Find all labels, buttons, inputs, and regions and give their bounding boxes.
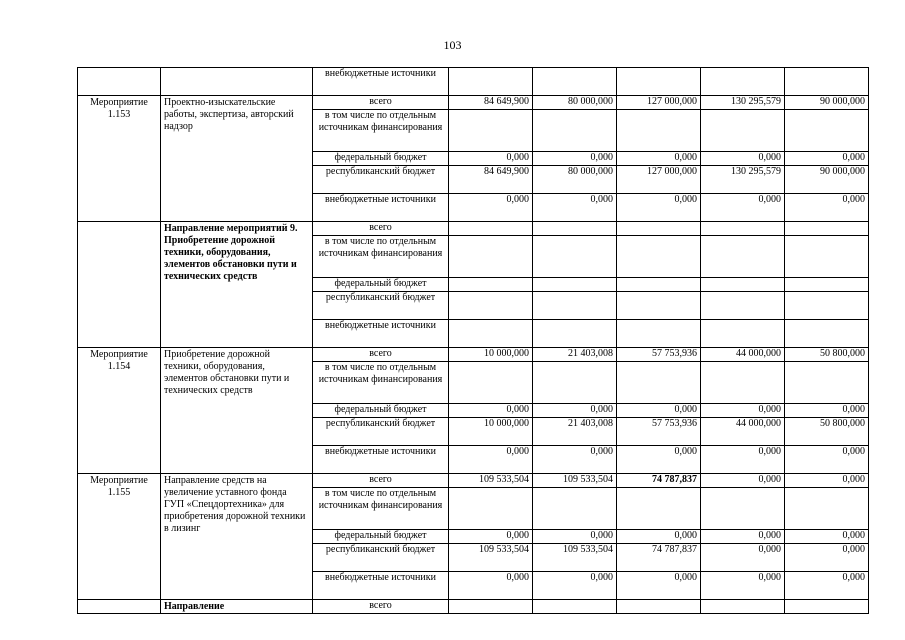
activity-code-cell: Мероприятие 1.155 [78, 474, 161, 600]
funding-source-cell: федеральный бюджет [313, 530, 449, 544]
amount-cell [785, 236, 869, 278]
table-row [78, 348, 869, 362]
amount-cell: 0,000 [449, 404, 533, 418]
amount-cell: 0,000 [701, 404, 785, 418]
activity-name-cell: Приобретение дорожной техники, оборудования, элементов обстановки пути и технических средств [161, 348, 313, 474]
amount-cell [701, 222, 785, 236]
amount-cell: 109 533,504 [533, 474, 617, 488]
amount-cell: 0,000 [785, 446, 869, 474]
amount-cell: 0,000 [785, 530, 869, 544]
amount-cell: 10 000,000 [449, 418, 533, 446]
amount-cell: 21 403,008 [533, 348, 617, 362]
amount-cell [533, 278, 617, 292]
page-number: 103 [443, 38, 462, 52]
funding-source-cell: федеральный бюджет [313, 278, 449, 292]
amount-cell [617, 222, 701, 236]
table-row [78, 96, 869, 110]
amount-cell: 0,000 [533, 404, 617, 418]
amount-cell: 109 533,504 [449, 544, 533, 572]
amount-cell [701, 362, 785, 404]
activity-name-cell: Проектно-изыскательские работы, экспертиза, авторский надзор [161, 96, 313, 222]
amount-cell [617, 488, 701, 530]
activity-code-cell [78, 600, 161, 614]
activity-name-cell: Направление [161, 600, 313, 614]
table-body [78, 68, 869, 614]
amount-cell: 80 000,000 [533, 166, 617, 194]
amount-cell [701, 488, 785, 530]
amount-cell [701, 600, 785, 614]
amount-cell: 50 800,000 [785, 348, 869, 362]
amount-cell: 10 000,000 [449, 348, 533, 362]
amount-cell: 50 800,000 [785, 418, 869, 446]
funding-source-cell: всего [313, 348, 449, 362]
amount-cell [449, 110, 533, 152]
amount-cell [533, 222, 617, 236]
amount-cell: 0,000 [533, 152, 617, 166]
amount-cell: 0,000 [617, 446, 701, 474]
amount-cell: 0,000 [533, 572, 617, 600]
amount-cell: 90 000,000 [785, 96, 869, 110]
amount-cell [617, 600, 701, 614]
financing-table [77, 67, 869, 614]
funding-source-cell: республиканский бюджет [313, 292, 449, 320]
funding-source-cell: в том числе по отдельным источникам финансирования [313, 110, 449, 152]
table-row [78, 474, 869, 488]
amount-cell [617, 278, 701, 292]
funding-source-cell: всего [313, 474, 449, 488]
amount-cell: 0,000 [449, 530, 533, 544]
activity-name-cell: Направление средств на увеличение уставного фонда ГУП «Спецдортехника» для приобретения дорожной техники в лизинг [161, 474, 313, 600]
amount-cell: 44 000,000 [701, 348, 785, 362]
amount-cell: 0,000 [449, 572, 533, 600]
table-row [78, 600, 869, 614]
funding-source-cell: внебюджетные источники [313, 194, 449, 222]
table-row [78, 222, 869, 236]
amount-cell [701, 236, 785, 278]
amount-cell [449, 236, 533, 278]
amount-cell: 0,000 [785, 404, 869, 418]
amount-cell: 0,000 [533, 446, 617, 474]
amount-cell: 0,000 [701, 152, 785, 166]
amount-cell: 127 000,000 [617, 96, 701, 110]
amount-cell [533, 320, 617, 348]
amount-cell [785, 68, 869, 96]
table-row [78, 68, 869, 96]
amount-cell: 0,000 [785, 544, 869, 572]
amount-cell [785, 278, 869, 292]
amount-cell: 0,000 [701, 530, 785, 544]
amount-cell [533, 362, 617, 404]
amount-cell: 0,000 [785, 194, 869, 222]
amount-cell: 0,000 [701, 544, 785, 572]
amount-cell [785, 600, 869, 614]
funding-source-cell: в том числе по отдельным источникам финансирования [313, 362, 449, 404]
amount-cell [701, 278, 785, 292]
amount-cell: 0,000 [701, 474, 785, 488]
amount-cell: 80 000,000 [533, 96, 617, 110]
activity-code-cell [78, 222, 161, 348]
amount-cell: 90 000,000 [785, 166, 869, 194]
funding-source-cell: республиканский бюджет [313, 418, 449, 446]
amount-cell: 84 649,900 [449, 166, 533, 194]
amount-cell [449, 292, 533, 320]
amount-cell [785, 292, 869, 320]
amount-cell: 0,000 [701, 194, 785, 222]
funding-source-cell: федеральный бюджет [313, 152, 449, 166]
amount-cell: 0,000 [533, 530, 617, 544]
amount-cell: 130 295,579 [701, 96, 785, 110]
amount-cell: 84 649,900 [449, 96, 533, 110]
amount-cell: 57 753,936 [617, 348, 701, 362]
funding-source-cell: всего [313, 222, 449, 236]
funding-source-cell: внебюджетные источники [313, 320, 449, 348]
amount-cell [785, 320, 869, 348]
amount-cell: 0,000 [701, 446, 785, 474]
activity-name-cell: Направление мероприятий 9. Приобретение дорожной техники, оборудования, элементов обстановки пути и технических средств [161, 222, 313, 348]
amount-cell: 0,000 [785, 152, 869, 166]
amount-cell: 0,000 [701, 572, 785, 600]
amount-cell: 74 787,837 [617, 474, 701, 488]
amount-cell: 0,000 [785, 474, 869, 488]
funding-source-cell: в том числе по отдельным источникам финансирования [313, 488, 449, 530]
amount-cell [533, 292, 617, 320]
amount-cell: 0,000 [785, 572, 869, 600]
amount-cell [617, 68, 701, 96]
activity-code-cell: Мероприятие 1.153 [78, 96, 161, 222]
amount-cell [449, 68, 533, 96]
amount-cell [533, 488, 617, 530]
amount-cell: 0,000 [617, 194, 701, 222]
amount-cell [617, 362, 701, 404]
funding-source-cell: всего [313, 96, 449, 110]
amount-cell: 130 295,579 [701, 166, 785, 194]
funding-source-cell: федеральный бюджет [313, 404, 449, 418]
funding-source-cell: внебюджетные источники [313, 446, 449, 474]
amount-cell: 74 787,837 [617, 544, 701, 572]
amount-cell [785, 362, 869, 404]
funding-source-cell: в том числе по отдельным источникам финансирования [313, 236, 449, 278]
funding-source-cell: внебюджетные источники [313, 572, 449, 600]
amount-cell: 57 753,936 [617, 418, 701, 446]
funding-source-cell: республиканский бюджет [313, 166, 449, 194]
amount-cell [449, 600, 533, 614]
funding-source-cell: внебюджетные источники [313, 68, 449, 96]
funding-source-cell: республиканский бюджет [313, 544, 449, 572]
amount-cell: 127 000,000 [617, 166, 701, 194]
amount-cell: 0,000 [617, 530, 701, 544]
amount-cell [533, 68, 617, 96]
funding-source-cell: всего [313, 600, 449, 614]
amount-cell: 0,000 [449, 446, 533, 474]
amount-cell [785, 488, 869, 530]
activity-name-cell [161, 68, 313, 96]
amount-cell: 0,000 [449, 152, 533, 166]
amount-cell [701, 320, 785, 348]
amount-cell [449, 222, 533, 236]
amount-cell: 109 533,504 [449, 474, 533, 488]
activity-code-cell: Мероприятие 1.154 [78, 348, 161, 474]
amount-cell [617, 236, 701, 278]
amount-cell: 21 403,008 [533, 418, 617, 446]
amount-cell [701, 292, 785, 320]
amount-cell: 0,000 [617, 404, 701, 418]
amount-cell: 44 000,000 [701, 418, 785, 446]
amount-cell: 109 533,504 [533, 544, 617, 572]
amount-cell [449, 320, 533, 348]
amount-cell [533, 236, 617, 278]
amount-cell [785, 110, 869, 152]
amount-cell: 0,000 [617, 572, 701, 600]
amount-cell [449, 278, 533, 292]
amount-cell [449, 488, 533, 530]
amount-cell [785, 222, 869, 236]
amount-cell [533, 600, 617, 614]
amount-cell [701, 110, 785, 152]
amount-cell [617, 292, 701, 320]
amount-cell: 0,000 [449, 194, 533, 222]
amount-cell [449, 362, 533, 404]
amount-cell [617, 320, 701, 348]
amount-cell: 0,000 [617, 152, 701, 166]
amount-cell [617, 110, 701, 152]
amount-cell: 0,000 [533, 194, 617, 222]
amount-cell [701, 68, 785, 96]
amount-cell [533, 110, 617, 152]
activity-code-cell [78, 68, 161, 96]
